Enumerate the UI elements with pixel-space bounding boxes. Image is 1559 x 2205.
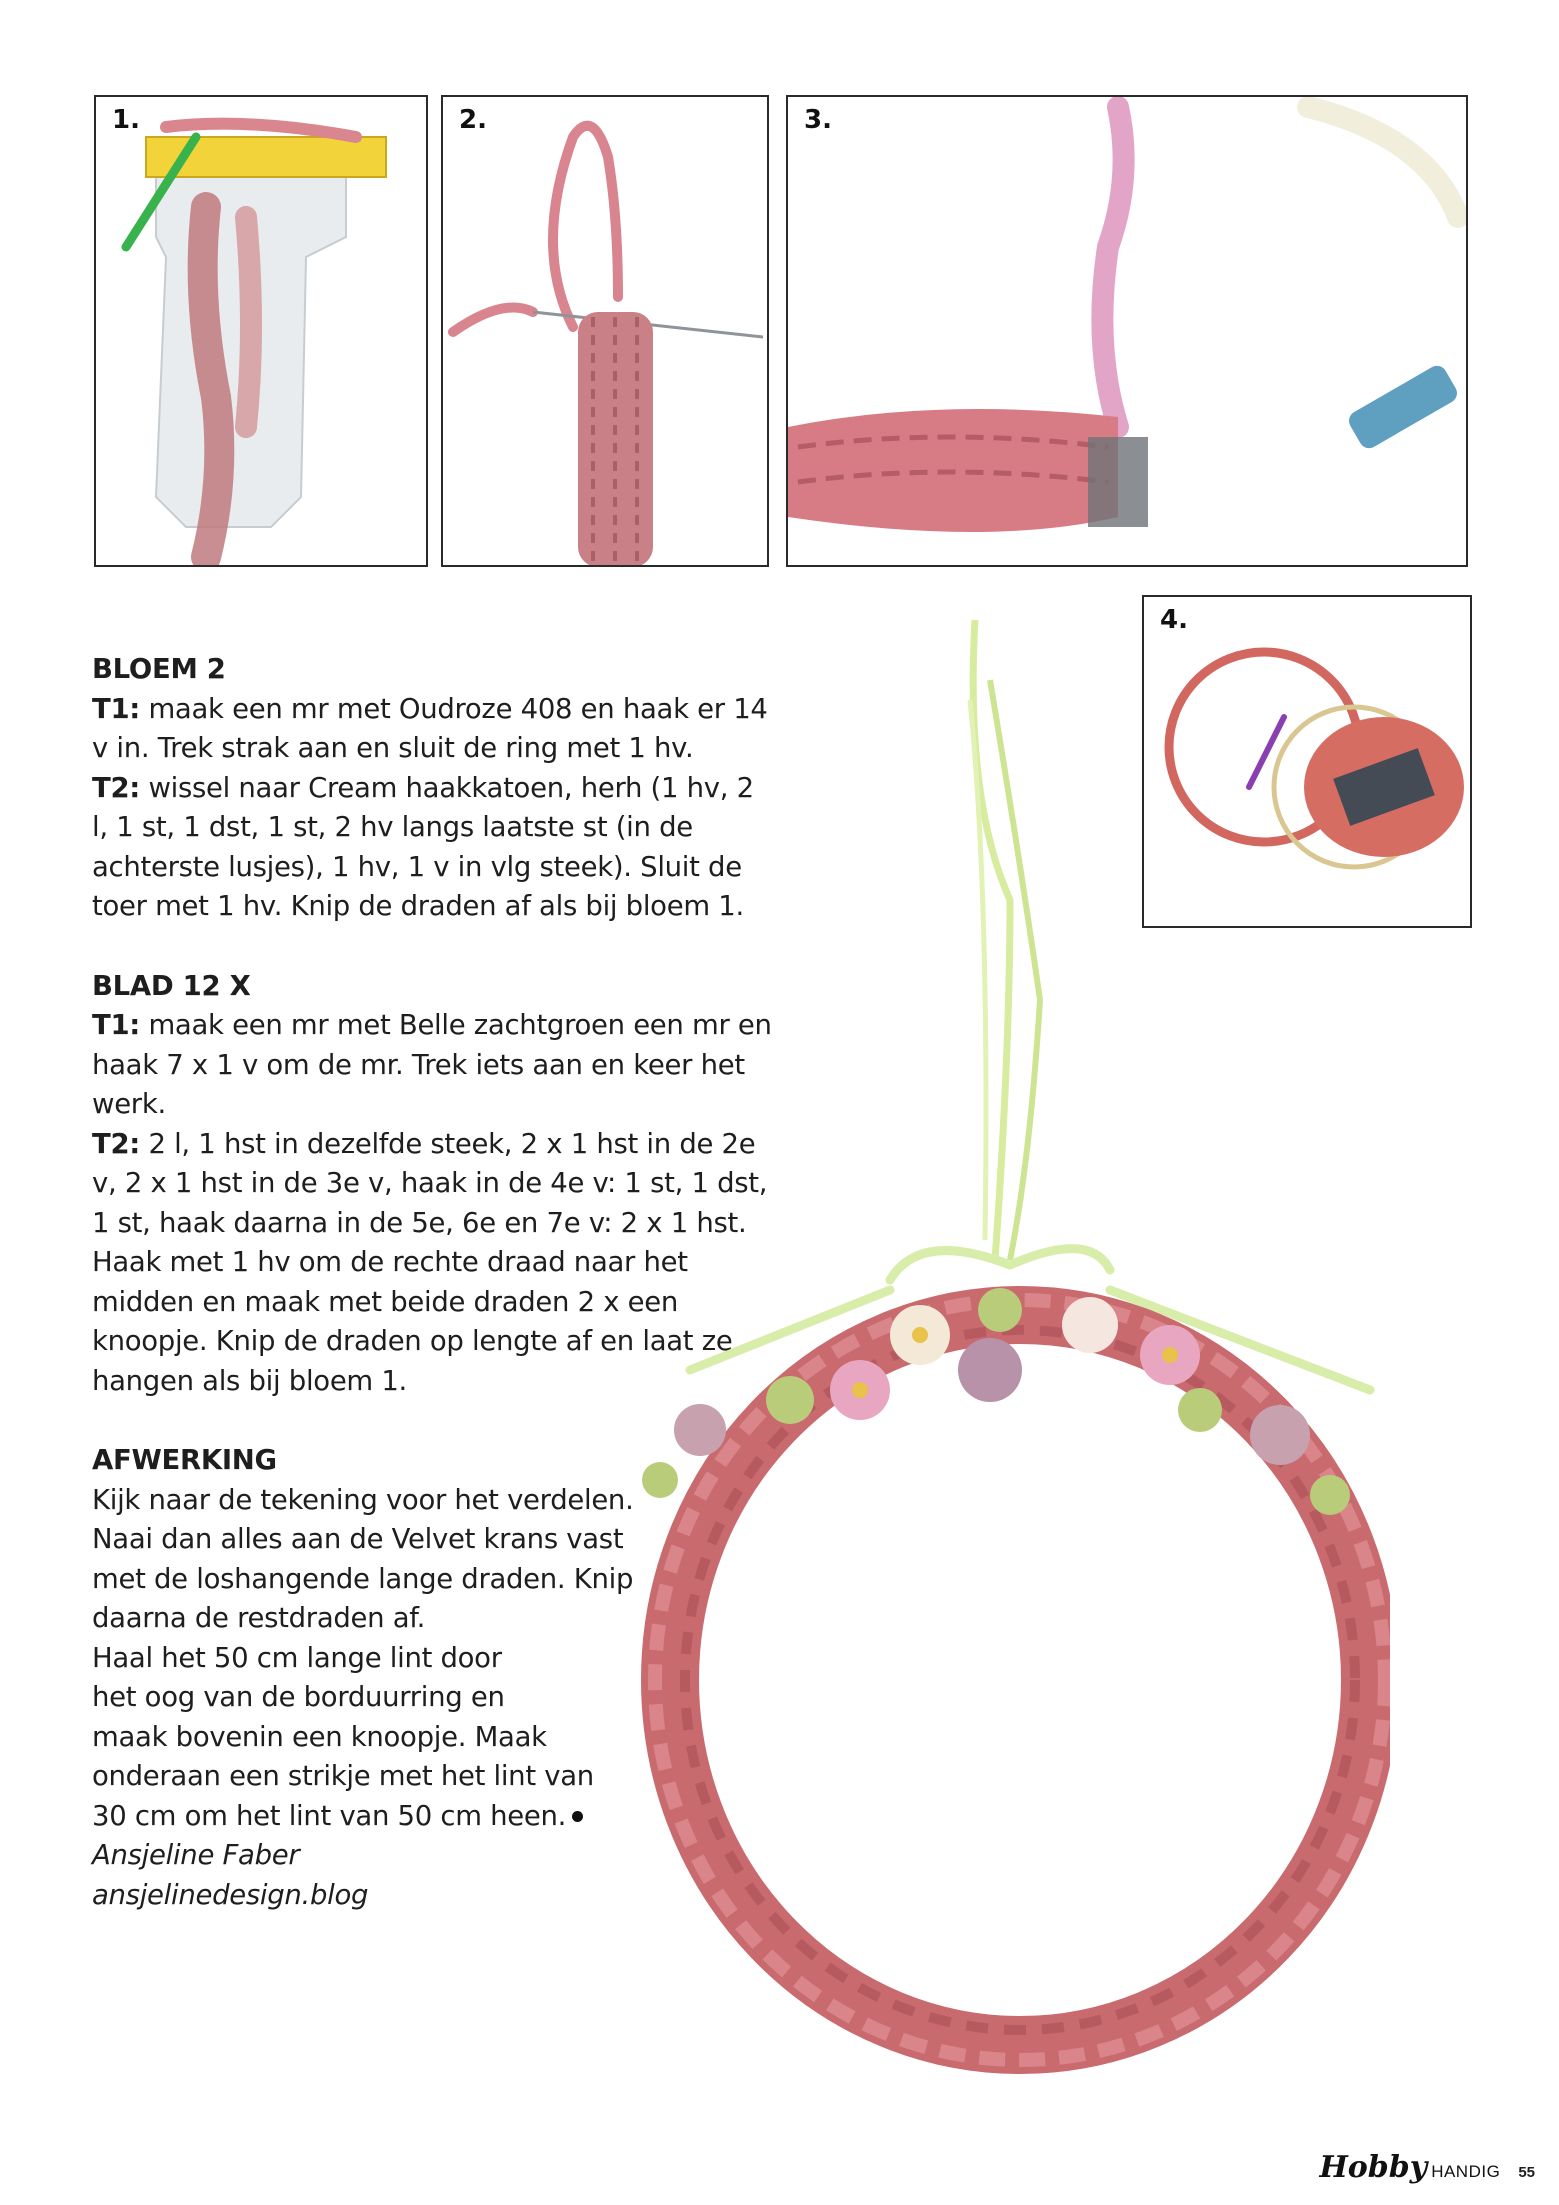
knitted-cord-illustration: [443, 97, 767, 565]
author-site: ansjelinedesign.blog: [92, 1878, 369, 1911]
velvet-wreath-illustration: [590, 600, 1390, 2120]
page-number: 55: [1518, 2164, 1535, 2181]
instruction-t1: T1: maak een mr met Oudroze 408 en haak er 14 v in. Trek strak aan en sluit de ring met 1 hv.: [92, 692, 768, 764]
afwerking-line: onderaan een strikje met het lint van: [92, 1760, 594, 1792]
afwerking-line: het oog van de borduurring en: [92, 1681, 505, 1713]
instruction-t1: T1: maak een mr met Belle zachtgroen een mr en haak 7 x 1 v om de mr. Trek iets aan en keer het werk.: [92, 1009, 772, 1120]
step-photo-2: [441, 95, 769, 567]
afwerking-line: 30 cm om het lint van 50 cm heen.: [92, 1797, 772, 1837]
page-footer: [1319, 2150, 1535, 2185]
step-number: 2.: [459, 105, 487, 135]
step-number: 3.: [804, 105, 832, 135]
end-bullet-icon: [572, 1811, 583, 1822]
instruction-t2: T2: 2 l, 1 hst in dezelfde steek, 2 x 1 hst in de 2e v, 2 x 1 hst in de 3e v, haak in de 4e v: 1 st, 1 dst, 1 st, haak daarna in de 5e, 6e en 7e v: 2 x 1 hst. Haak met 1 hv om de rechte draad naar het midden en maak met beide draden 2 x een knoopje. Knip de draden op lengte af en laat ze hangen als bij bloem 1.: [92, 1127, 768, 1397]
afwerking-line: Naai dan alles aan de Velvet krans vast: [92, 1523, 624, 1555]
section-heading-blad: BLAD 12 X: [92, 969, 251, 1002]
instruction-t2: T2: wissel naar Cream haakkatoen, herh (1 hv, 2 l, 1 st, 1 dst, 1 st, 2 hv langs laatste st (in de achterste lusjes), 1 hv, 1 v in vlg steek). Sluit de toer met 1 hv. Knip de draden af als bij bloem 1.: [92, 771, 754, 922]
step-number: 1.: [112, 105, 140, 135]
spool-knitting-illustration: [96, 97, 426, 565]
step-number: 4.: [1160, 605, 1188, 635]
step-photo-3: [786, 95, 1468, 567]
section-heading-afwerking: AFWERKING: [92, 1444, 277, 1476]
step-photo-1: [94, 95, 428, 567]
afwerking-line: maak bovenin een knoopje. Maak: [92, 1720, 547, 1753]
author-name: Ansjeline Faber: [92, 1839, 300, 1871]
afwerking-line: Haal het 50 cm lange lint door: [92, 1641, 502, 1674]
section-heading-bloem-2: BLOEM 2: [92, 653, 226, 685]
afwerking-line: met de loshangende lange draden. Knip: [92, 1562, 634, 1595]
afwerking-line: daarna de restdraden af.: [92, 1602, 426, 1634]
afwerking-line: Kijk naar de tekening voor het verdelen.: [92, 1483, 634, 1516]
magazine-logo-sub: HANDIG: [1431, 2162, 1501, 2181]
cord-on-ring-illustration: [788, 97, 1466, 565]
magazine-logo: Hobby: [1319, 2150, 1428, 2185]
